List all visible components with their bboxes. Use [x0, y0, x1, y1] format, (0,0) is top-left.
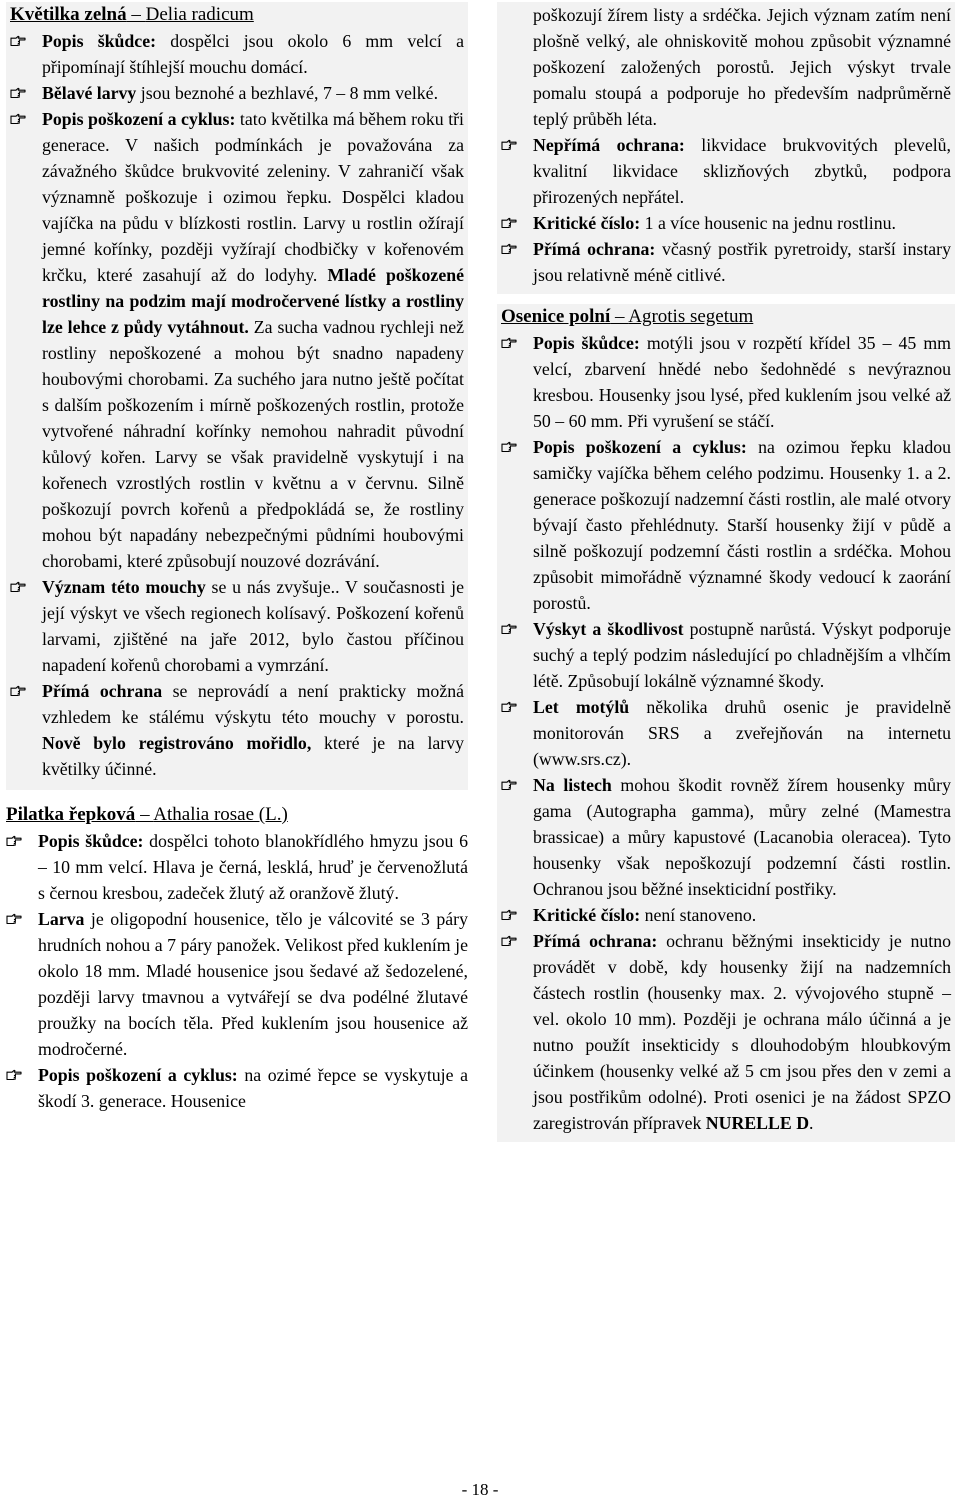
page-number: - 18 - — [461, 1480, 499, 1499]
pointing-hand-icon — [10, 112, 26, 126]
pointing-hand-icon — [10, 580, 26, 594]
section-kvetilka-zelna — [6, 2, 468, 790]
list-item: Nepřímá ochrana: likvidace brukvovitých plevelů, kvalitní likvidace sklizňových zbytků, podpora přirozených nepřátel. — [501, 132, 951, 210]
right-column — [497, 2, 955, 1142]
list-item: Bělavé larvy jsou beznohé a bezhlavé, 7 – 8 mm velké. — [10, 80, 464, 106]
pointing-hand-icon — [10, 34, 26, 48]
pointing-hand-icon — [501, 700, 517, 714]
left-column — [6, 2, 468, 1114]
pointing-hand-icon — [6, 1068, 22, 1082]
section-osenice-polni — [497, 304, 955, 1142]
pointing-hand-icon — [6, 912, 22, 926]
pointing-hand-icon — [501, 216, 517, 230]
section-pilatka-continued — [497, 2, 955, 294]
list-item: Na listech mohou škodit rovněž žírem housenky můry gama (Autographa gamma), můry zelné (Mamestra brassicae) a můry kapustové (Lacanobia oleracea). Tyto housenky však nepoškozují podzemní části rostlin. Ochranou jsou běžné insekticidní postřiky. — [501, 772, 951, 902]
section-heading: Květilka zelná – Delia radicum — [10, 4, 254, 25]
pointing-hand-icon — [501, 440, 517, 454]
pointing-hand-icon — [501, 622, 517, 636]
pointing-hand-icon — [501, 138, 517, 152]
list-item: Popis poškození a cyklus: tato květilka má během roku tři generace. V našich podmínkách je považována za závažného škůdce brukvovité zeleniny. V zahraničí však významně poškozuje i ozimou řepku. Dospělci kladou vajíčka na půdu v blízkosti rostlin. Larvy u rostlin ožírají jemné kořínky, později vyžírají chodbičky v kořenovém krčku, které zasahují až do lodyhy. Mladé poškozené rostliny na podzim mají modročervené lístky a rostliny lze lehce z půdy vytáhnout. Za sucha vadnou rychleji než rostliny nepoškozené a mohou být snadno napadeny houbovými chorobami. Za suchého jara nutno ještě počítat s dalším poškozením i mírně poškozených rostlin, protože vytvořené náhradní kořínky nemohou nahradit původní kůlový kořen. Larvy se však pravidelně vyskytují i na kořenech vzrostlých rostlin v květnu a v červnu. Silně poškozují povrch kořenů a předpokládá se, že rostliny mohou být napadány nebezpečnými půdními houbovými chorobami, které způsobují nouzové dozrávání. — [10, 106, 464, 574]
section-heading: Osenice polní – Agrotis segetum — [501, 306, 754, 327]
pointing-hand-icon — [501, 908, 517, 922]
list-item: Přímá ochrana: včasný postřik pyretroidy, starší instary jsou relativně méně citlivé. — [501, 236, 951, 288]
list-item: Popis poškození a cyklus: na ozimou řepku kladou samičky vajíčka během celého podzimu. Housenky 1. a 2. generace poškozují nadzemní části rostlin, ale malé otvory bývají často přehlédnuty. Starší housenky žijí v půdě a silně poškozují podzemní části rostlin a srdéčka. Mohou způsobit mimořádně významné škody vedoucí k zaorání porostů. — [501, 434, 951, 616]
pointing-hand-icon — [6, 834, 22, 848]
pointing-hand-icon — [501, 934, 517, 948]
list-item: Přímá ochrana se neprovádí a není prakticky možná vzhledem ke stálému výskytu této mouchy v porostu. Nově bylo registrováno mořidlo, které je na larvy květilky účinné. — [10, 678, 464, 782]
list-item: Popis škůdce: dospělci tohoto blanokřídlého hmyzu jsou 6 – 10 mm velcí. Hlava je černá, lesklá, hruď je červenožlutá s černou kresbou, zadeček žlutý až oranžově žlutý. — [6, 828, 468, 906]
list-item: Popis škůdce: motýli jsou v rozpětí křídel 35 – 45 mm velcí, zbarvení hnědé nebo šedohnědé s nevýraznou kresbou. Housenky jsou lysé, před kuklením jsou velké až 50 – 60 mm. Při vyrušení se stáčí. — [501, 330, 951, 434]
paragraph-continued: poškozují žírem listy a srdéčka. Jejich význam zatím není plošně velký, ale ohniskovitě mohou způsobit významné poškození založených porostů. Jejich výskyt trvale pomalu stoupá a podporuje ho především nadprůměrně teplý průběh léta. — [533, 5, 951, 129]
list-item: Kritické číslo: 1 a více housenic na jednu rostlinu. — [501, 210, 951, 236]
pointing-hand-icon — [10, 684, 26, 698]
pointing-hand-icon — [10, 86, 26, 100]
list-item: Význam této mouchy se u nás zvyšuje.. V současnosti je její výskyt ve všech regionech kolísavý. Poškození kořenů larvami, zjištěné na jaře 2012, bylo častou příčinou napadení kořenů chorobami a vymrzání. — [10, 574, 464, 678]
list-item: Popis škůdce: dospělci jsou okolo 6 mm velcí a připomínají štíhlejší mouchu domácí. — [10, 28, 464, 80]
list-item: Kritické číslo: není stanoveno. — [501, 902, 951, 928]
list-item: Popis poškození a cyklus: na ozimé řepce se vyskytuje a škodí 3. generace. Housenice — [6, 1062, 468, 1114]
section-pilatka-repkova — [6, 802, 468, 1114]
list-item: Výskyt a škodlivost postupně narůstá. Výskyt podporuje suchý a teplý podzim následující po chladnějším a vlhčím létě. Způsobují lokálně významné škody. — [501, 616, 951, 694]
list-item: Let motýlů několika druhů osenic je pravidelně monitorován SRS a zveřejňován na internetu (www.srs.cz). — [501, 694, 951, 772]
section-heading: Pilatka řepková – Athalia rosae (L.) — [6, 804, 288, 825]
pointing-hand-icon — [501, 778, 517, 792]
pointing-hand-icon — [501, 242, 517, 256]
list-item: Přímá ochrana: ochranu běžnými insekticidy je nutno provádět v době, kdy housenky žijí na nadzemních částech rostlin (housenky max. 2. vývojového stupně – vel. okolo 10 mm). Později je ochrana málo účinná a je nutno použít insekticidy s dlouhodobým hloubkovým účinkem (housenky velké až 5 cm jsou přes den v zemi a jsou postřikům odolné). Proti osenici je na žádost SPZO zaregistrován přípravek NURELLE D. — [501, 928, 951, 1136]
pointing-hand-icon — [501, 336, 517, 350]
list-item: Larva je oligopodní housenice, tělo je válcovité se 3 páry hrudních nohou a 7 páry panožek. Velikost před kuklením je okolo 18 mm. Mladé housenice jsou šedavé až šedozelené, později larvy tmavnou a vytvářejí se dva podélné žlutavé proužky na bocích těla. Před kuklením jsou housenice až modročerné. — [6, 906, 468, 1062]
